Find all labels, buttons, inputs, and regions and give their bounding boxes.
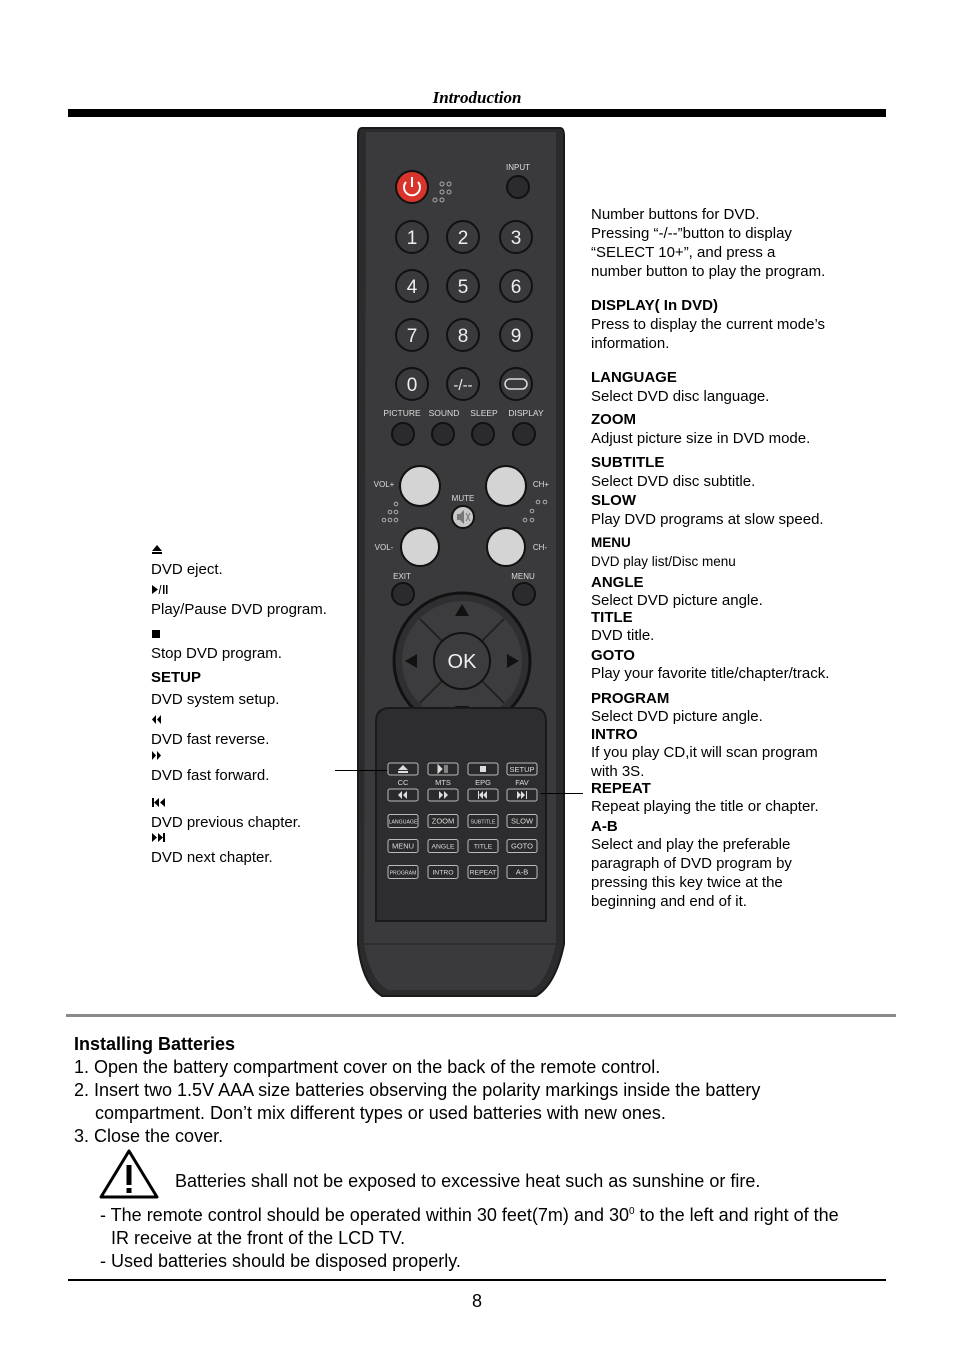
fast-reverse-desc: DVD fast reverse.	[151, 711, 269, 749]
header-rule	[68, 109, 886, 117]
remote-control-illustration	[356, 124, 566, 1000]
vol-plus-label: VOL+	[373, 480, 395, 489]
previous-chapter-desc: DVD previous chapter.	[151, 794, 301, 832]
menu-label: MENU	[511, 572, 535, 581]
dash-key-label: -/--	[453, 377, 473, 394]
ch-minus-label: CH-	[532, 543, 548, 552]
title-desc: TITLE DVD title.	[591, 609, 655, 644]
warning-icon	[98, 1148, 160, 1200]
num-key-label: 1	[406, 228, 418, 249]
connector-line-right	[541, 793, 583, 794]
dvd-key-label: PROGRAM	[389, 870, 417, 877]
program-desc: PROGRAM Select DVD picture angle.	[591, 690, 763, 725]
num-key-label: 5	[457, 277, 469, 298]
intro-desc: INTRO If you play CD,it will scan program with 3S.	[591, 726, 818, 780]
sub-label: CC	[397, 778, 409, 787]
dvd-key-label: ZOOM	[431, 816, 455, 826]
ab-desc: A-B Select and play the preferable paragraph of DVD program by pressing this key twice at the beginning and end of it.	[591, 818, 792, 910]
dvd-key-label: LANGUAGE	[388, 819, 418, 826]
exit-label: EXIT	[393, 572, 411, 581]
slow-desc: SLOW Play DVD programs at slow speed.	[591, 492, 824, 528]
goto-desc: GOTO Play your favorite title/chapter/track.	[591, 647, 830, 682]
num-key-label: 8	[457, 326, 469, 347]
menu-desc: MENU DVD play list/Disc menu	[591, 535, 736, 569]
connector-line-left	[335, 770, 387, 771]
installing-batteries-section: Installing Batteries 1. Open the battery compartment cover on the back of the remote control. 2. Insert two 1.5V AAA size batteries observing the polarity markings inside the battery compartment. Don’t mix different types or used batteries with new ones. 3. Close the cover.	[74, 1034, 761, 1146]
section-divider	[66, 1014, 896, 1017]
func-label: SLEEP	[470, 408, 498, 418]
num-key-label: 7	[406, 326, 418, 347]
dvd-key-label: MENU	[391, 841, 415, 851]
next-chapter-desc: DVD next chapter.	[151, 829, 273, 867]
sub-label: FAV	[515, 778, 529, 787]
number-buttons-desc: Number buttons for DVD. Pressing “-/--”button to display “SELECT 10+”, and press a number button to play the program.	[591, 206, 826, 280]
mute-label: MUTE	[451, 494, 475, 503]
page-header-title: Introduction	[432, 88, 522, 107]
stop-desc: Stop DVD program.	[151, 625, 282, 663]
eject-desc: DVD eject.	[151, 541, 223, 579]
func-label: PICTURE	[383, 408, 421, 418]
angle-desc: ANGLE Select DVD picture angle.	[591, 574, 763, 609]
func-label: DISPLAY	[508, 408, 544, 418]
sub-label: MTS	[435, 778, 451, 787]
stop-icon	[480, 766, 486, 772]
repeat-desc: REPEAT Repeat playing the title or chapter.	[591, 780, 819, 815]
num-key-label: 3	[510, 228, 522, 249]
setup-desc: SETUP DVD system setup.	[151, 669, 280, 708]
setup-key-label: SETUP	[509, 765, 535, 774]
zoom-desc: ZOOM Adjust picture size in DVD mode.	[591, 411, 811, 447]
battery-warning-text: Batteries shall not be exposed to excessive heat such as sunshine or fire.	[175, 1171, 761, 1191]
subtitle-desc: SUBTITLE Select DVD disc subtitle.	[591, 454, 756, 490]
sub-label: EPG	[475, 778, 491, 787]
footer-rule	[68, 1279, 886, 1281]
zero-key-label: 0	[406, 375, 418, 396]
dvd-key-label: SUBTITLE	[470, 819, 496, 826]
stop-icon	[151, 629, 161, 639]
eject-icon	[151, 544, 163, 555]
num-key-label: 6	[510, 277, 522, 298]
input-label: INPUT	[506, 163, 530, 172]
battery-notes: - The remote control should be operated within 30 feet(7m) and $30^0$ to the left and right of the IR receive at the front of the LCD TV. - Used batteries should be disposed properly.	[100, 1205, 839, 1271]
ok-label: OK	[447, 651, 477, 673]
dvd-key-label: REPEAT	[469, 869, 497, 877]
fast-reverse-icon	[151, 714, 163, 725]
num-key-label: 2	[457, 228, 469, 249]
display-desc: DISPLAY( In DVD) Press to display the current mode’s information.	[591, 297, 826, 352]
dvd-key-label: A-B	[515, 867, 529, 877]
num-key-label: 9	[510, 326, 522, 347]
play-pause-icon	[151, 584, 171, 595]
previous-chapter-icon	[151, 797, 167, 808]
dvd-key-label: INTRO	[432, 869, 454, 877]
next-chapter-icon	[151, 832, 167, 843]
dvd-key-label: GOTO	[511, 841, 533, 851]
page-number: 8	[471, 1291, 482, 1311]
dvd-key-label: SLOW	[510, 816, 534, 826]
dvd-key-label: ANGLE	[431, 843, 455, 851]
fast-forward-desc: DVD fast forward.	[151, 747, 269, 785]
func-label: SOUND	[428, 408, 460, 418]
language-desc: LANGUAGE Select DVD disc language.	[591, 369, 770, 405]
dvd-key-label: TITLE	[473, 843, 493, 851]
vol-minus-label: VOL-	[374, 543, 394, 552]
play-pause-desc: Play/Pause DVD program.	[151, 581, 327, 619]
fast-forward-icon	[151, 750, 163, 761]
num-key-label: 4	[406, 277, 418, 298]
ch-plus-label: CH+	[532, 480, 550, 489]
